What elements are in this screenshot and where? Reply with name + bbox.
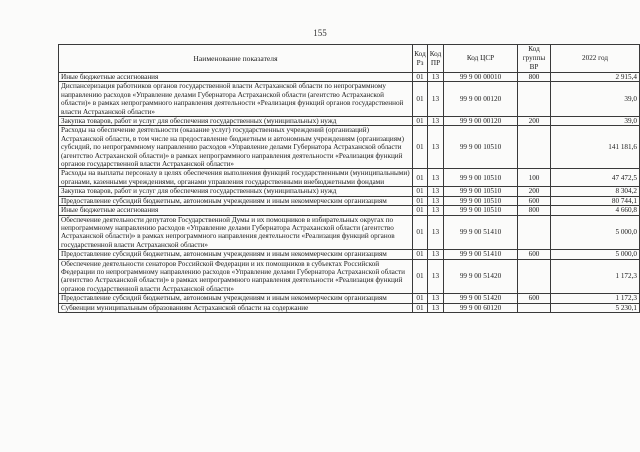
cell-csr: 99 9 00 51420 (444, 259, 518, 294)
cell-amount: 8 304,2 (551, 187, 640, 196)
cell-vr: 600 (518, 294, 551, 303)
cell-vr: 600 (518, 196, 551, 205)
cell-csr: 99 9 00 10510 (444, 169, 518, 187)
cell-pr: 13 (428, 117, 444, 126)
cell-vr: 800 (518, 73, 551, 82)
table-header-row (59, 45, 640, 73)
header-name: Наименование показателя (59, 45, 413, 73)
cell-vr (518, 303, 551, 312)
table-row (59, 169, 640, 187)
cell-vr: 800 (518, 206, 551, 215)
table-row (59, 294, 640, 303)
cell-name: Расходы на обеспечение деятельности (оказание услуг) государственных учреждений (организаций) Астраханской области, в том числе на предоставление бюджетным и автономным учреждениям (организациям) субсидий, по непрограммному направлению расходов «Управление делами Губернатора Астраханской области (агентство Астраханской области)» в рамках непрограммного направления деятельности «Реализация функций органов государственной власти Астраханской области» (59, 126, 413, 169)
cell-amount: 39,0 (551, 82, 640, 117)
cell-vr: 600 (518, 250, 551, 259)
cell-csr: 99 9 00 60120 (444, 303, 518, 312)
cell-vr (518, 126, 551, 169)
cell-csr: 99 9 00 00120 (444, 117, 518, 126)
cell-csr: 99 9 00 10510 (444, 126, 518, 169)
cell-rz: 01 (413, 73, 428, 82)
header-csr: Код ЦСР (444, 45, 518, 73)
cell-csr: 99 9 00 00120 (444, 82, 518, 117)
cell-vr: 200 (518, 117, 551, 126)
table-row (59, 196, 640, 205)
table-row (59, 187, 640, 196)
table-row (59, 259, 640, 294)
cell-amount: 5 230,1 (551, 303, 640, 312)
header-rz: Код Рз (413, 45, 428, 73)
cell-amount: 80 744,1 (551, 196, 640, 205)
table-row (59, 250, 640, 259)
cell-rz: 01 (413, 303, 428, 312)
cell-amount: 141 181,6 (551, 126, 640, 169)
cell-csr: 99 9 00 51420 (444, 294, 518, 303)
cell-amount: 1 172,3 (551, 294, 640, 303)
cell-pr: 13 (428, 259, 444, 294)
cell-rz: 01 (413, 82, 428, 117)
table-row (59, 126, 640, 169)
cell-pr: 13 (428, 126, 444, 169)
cell-name: Иные бюджетные ассигнования (59, 73, 413, 82)
table-row (59, 215, 640, 250)
cell-pr: 13 (428, 73, 444, 82)
cell-pr: 13 (428, 187, 444, 196)
cell-rz: 01 (413, 187, 428, 196)
cell-name: Расходы на выплаты персоналу в целях обеспечения выполнения функций государственными (муниципальными) органами, казенными учреждениями, органами управления государственными внебюджетными фондами (59, 169, 413, 187)
header-vr: Код группы ВР (518, 45, 551, 73)
table-row (59, 117, 640, 126)
cell-rz: 01 (413, 294, 428, 303)
cell-csr: 99 9 00 51410 (444, 215, 518, 250)
budget-table (58, 44, 640, 313)
cell-pr: 13 (428, 215, 444, 250)
cell-rz: 01 (413, 117, 428, 126)
cell-amount: 2 915,4 (551, 73, 640, 82)
cell-name: Диспансеризация работников органов государственной власти Астраханской области по непрограммному направлению расходов «Управление делами Губернатора Астраханской области (агентство Астраханской области)» в рамках непрограммного направления деятельности «Реализация функций органов государственной власти Астраханской области» (59, 82, 413, 117)
cell-csr: 99 9 00 10510 (444, 196, 518, 205)
cell-name: Закупка товаров, работ и услуг для обеспечения государственных (муниципальных) нужд (59, 187, 413, 196)
cell-pr: 13 (428, 206, 444, 215)
cell-vr (518, 259, 551, 294)
cell-pr: 13 (428, 169, 444, 187)
table-row (59, 73, 640, 82)
header-pr: Код ПР (428, 45, 444, 73)
cell-rz: 01 (413, 196, 428, 205)
cell-vr (518, 82, 551, 117)
cell-amount: 5 000,0 (551, 215, 640, 250)
header-amount: 2022 год (551, 45, 640, 73)
cell-rz: 01 (413, 206, 428, 215)
cell-rz: 01 (413, 250, 428, 259)
cell-amount: 39,0 (551, 117, 640, 126)
cell-vr: 200 (518, 187, 551, 196)
cell-pr: 13 (428, 82, 444, 117)
cell-pr: 13 (428, 294, 444, 303)
cell-rz: 01 (413, 215, 428, 250)
cell-name: Обеспечение деятельности сенаторов Российской Федерации и их помощников в субъектах Российской Федерации по непрограммному направлению расходов «Управление делами Губернатора Астраханской области (агентство Астраханской области)» в рамках непрограммного направления деятельности «Реализация функций органов государственной власти Астраханской области» (59, 259, 413, 294)
cell-csr: 99 9 00 00010 (444, 73, 518, 82)
cell-amount: 4 660,8 (551, 206, 640, 215)
cell-csr: 99 9 00 10510 (444, 206, 518, 215)
cell-name: Предоставление субсидий бюджетным, автономным учреждениям и иным некоммерческим организациям (59, 294, 413, 303)
table-row (59, 82, 640, 117)
cell-vr: 100 (518, 169, 551, 187)
cell-csr: 99 9 00 10510 (444, 187, 518, 196)
cell-pr: 13 (428, 196, 444, 205)
cell-name: Субвенции муниципальным образованиям Астраханской области на содержание (59, 303, 413, 312)
cell-vr (518, 215, 551, 250)
cell-rz: 01 (413, 126, 428, 169)
cell-rz: 01 (413, 259, 428, 294)
cell-name: Закупка товаров, работ и услуг для обеспечения государственных (муниципальных) нужд (59, 117, 413, 126)
cell-amount: 5 000,0 (551, 250, 640, 259)
cell-amount: 1 172,3 (551, 259, 640, 294)
cell-name: Обеспечение деятельности депутатов Государственной Думы и их помощников в избирательных округах по непрограммному направлению расходов «Управление делами Губернатора Астраханской области (агентство Астраханской области)» в рамках непрограммного направления деятельности «Реализация функций органов государственной власти Астраханской области» (59, 215, 413, 250)
page-number: 155 (313, 28, 327, 38)
cell-csr: 99 9 00 51410 (444, 250, 518, 259)
cell-name: Предоставление субсидий бюджетным, автономным учреждениям и иным некоммерческим организациям (59, 196, 413, 205)
table-row (59, 303, 640, 312)
cell-amount: 47 472,5 (551, 169, 640, 187)
cell-pr: 13 (428, 250, 444, 259)
cell-name: Предоставление субсидий бюджетным, автономным учреждениям и иным некоммерческим организациям (59, 250, 413, 259)
table-row (59, 206, 640, 215)
table-body (59, 73, 640, 313)
cell-name: Иные бюджетные ассигнования (59, 206, 413, 215)
cell-pr: 13 (428, 303, 444, 312)
cell-rz: 01 (413, 169, 428, 187)
